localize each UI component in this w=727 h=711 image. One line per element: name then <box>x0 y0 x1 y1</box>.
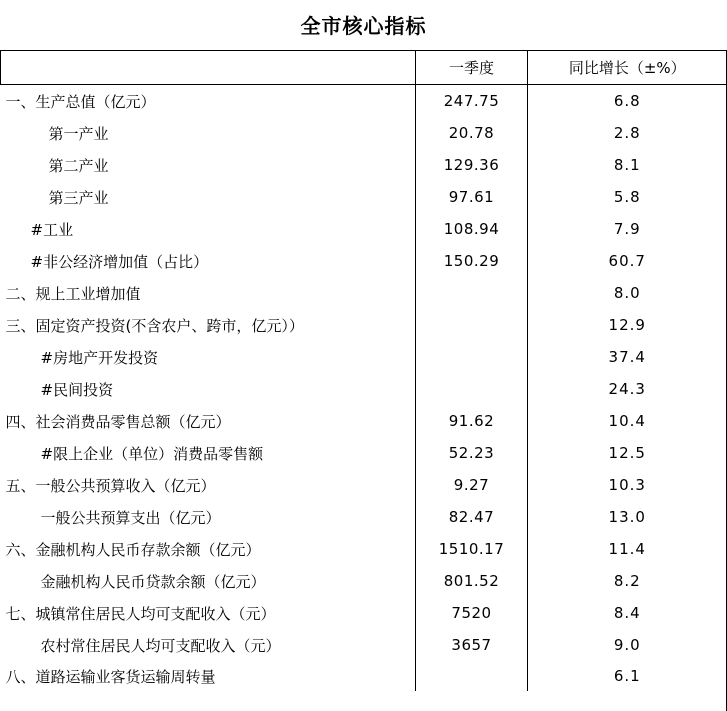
row-label: #限上企业（单位）消费品零售额 <box>40 444 264 463</box>
row-label: #工业 <box>30 220 74 239</box>
row-yoy-value: 6.1 <box>528 661 727 691</box>
table-row <box>1 341 727 373</box>
table-row <box>1 405 727 437</box>
row-q1-value <box>416 661 528 691</box>
row-label: 六、金融机构人民币存款余额（亿元） <box>5 540 261 559</box>
row-label: #非公经济增加值（占比） <box>30 252 209 271</box>
table-row <box>1 629 727 661</box>
table-row <box>1 117 727 149</box>
table-row <box>1 213 727 245</box>
row-q1-value: 3657 <box>416 629 528 661</box>
row-label: 农村常住居民人均可支配收入（元） <box>40 636 281 655</box>
table-row <box>1 245 727 277</box>
table-row <box>1 533 727 565</box>
row-q1-value: 1510.17 <box>416 533 528 565</box>
row-yoy-value: 10.4 <box>528 405 727 437</box>
table-row <box>1 597 727 629</box>
row-label: 第二产业 <box>48 156 109 175</box>
table-header-row <box>1 51 727 85</box>
row-label: 八、道路运输业客货运输周转量 <box>5 667 216 686</box>
row-label: #房地产开发投资 <box>40 348 159 367</box>
table-title: 全市核心指标 <box>300 14 427 38</box>
row-q1-value: 129.36 <box>416 149 528 181</box>
row-label: 七、城镇常住居民人均可支配收入（元） <box>5 604 276 623</box>
row-label: #民间投资 <box>40 380 114 399</box>
table-row <box>1 309 727 341</box>
row-q1-value <box>416 341 528 373</box>
row-yoy-value: 12.5 <box>528 437 727 469</box>
row-yoy-value: 8.4 <box>528 597 727 629</box>
row-label: 第三产业 <box>48 188 109 207</box>
row-yoy-value: 9.0 <box>528 629 727 661</box>
header-yoy-cell: 同比增长（±%） <box>528 51 727 85</box>
row-label: 四、社会消费品零售总额（亿元） <box>5 412 231 431</box>
row-yoy-value: 10.3 <box>528 469 727 501</box>
row-q1-value: 150.29 <box>416 245 528 277</box>
row-q1-value: 20.78 <box>416 117 528 149</box>
row-yoy-value: 12.9 <box>528 309 727 341</box>
table-row <box>1 85 727 118</box>
row-yoy-value: 8.0 <box>528 277 727 309</box>
row-q1-value: 7520 <box>416 597 528 629</box>
header-q1-cell: 一季度 <box>416 51 528 85</box>
row-q1-value <box>416 373 528 405</box>
row-q1-value <box>416 277 528 309</box>
row-q1-value: 108.94 <box>416 213 528 245</box>
table-row <box>1 501 727 533</box>
indicator-table <box>0 50 727 691</box>
table-row <box>1 469 727 501</box>
row-yoy-value: 5.8 <box>528 181 727 213</box>
row-yoy-value: 11.4 <box>528 533 727 565</box>
row-q1-value: 9.27 <box>416 469 528 501</box>
row-q1-value <box>416 309 528 341</box>
row-yoy-value: 2.8 <box>528 117 727 149</box>
table-row <box>1 181 727 213</box>
row-label: 金融机构人民币贷款余额（亿元） <box>40 572 266 591</box>
row-q1-value: 82.47 <box>416 501 528 533</box>
table-row <box>1 437 727 469</box>
row-label: 一般公共预算支出（亿元） <box>40 508 221 527</box>
row-q1-value: 91.62 <box>416 405 528 437</box>
table-row <box>1 149 727 181</box>
table-row <box>1 565 727 597</box>
row-q1-value: 247.75 <box>416 85 528 118</box>
header-label-cell <box>1 51 416 85</box>
row-yoy-value: 8.1 <box>528 149 727 181</box>
row-label: 二、规上工业增加值 <box>5 284 141 303</box>
row-yoy-value: 37.4 <box>528 341 727 373</box>
row-label: 五、一般公共预算收入（亿元） <box>5 476 216 495</box>
row-yoy-value: 24.3 <box>528 373 727 405</box>
row-label: 第一产业 <box>48 124 109 143</box>
row-yoy-value: 13.0 <box>528 501 727 533</box>
row-q1-value: 801.52 <box>416 565 528 597</box>
row-yoy-value: 8.2 <box>528 565 727 597</box>
table-row <box>1 373 727 405</box>
table-row <box>1 661 727 691</box>
row-yoy-value: 6.8 <box>528 85 727 118</box>
row-yoy-value: 7.9 <box>528 213 727 245</box>
row-label: 三、固定资产投资(不含农户、跨市，亿元）） <box>5 316 304 335</box>
row-label: 一、生产总值（亿元） <box>5 92 156 111</box>
table-row <box>1 277 727 309</box>
row-q1-value: 97.61 <box>416 181 528 213</box>
row-yoy-value: 60.7 <box>528 245 727 277</box>
row-q1-value: 52.23 <box>416 437 528 469</box>
